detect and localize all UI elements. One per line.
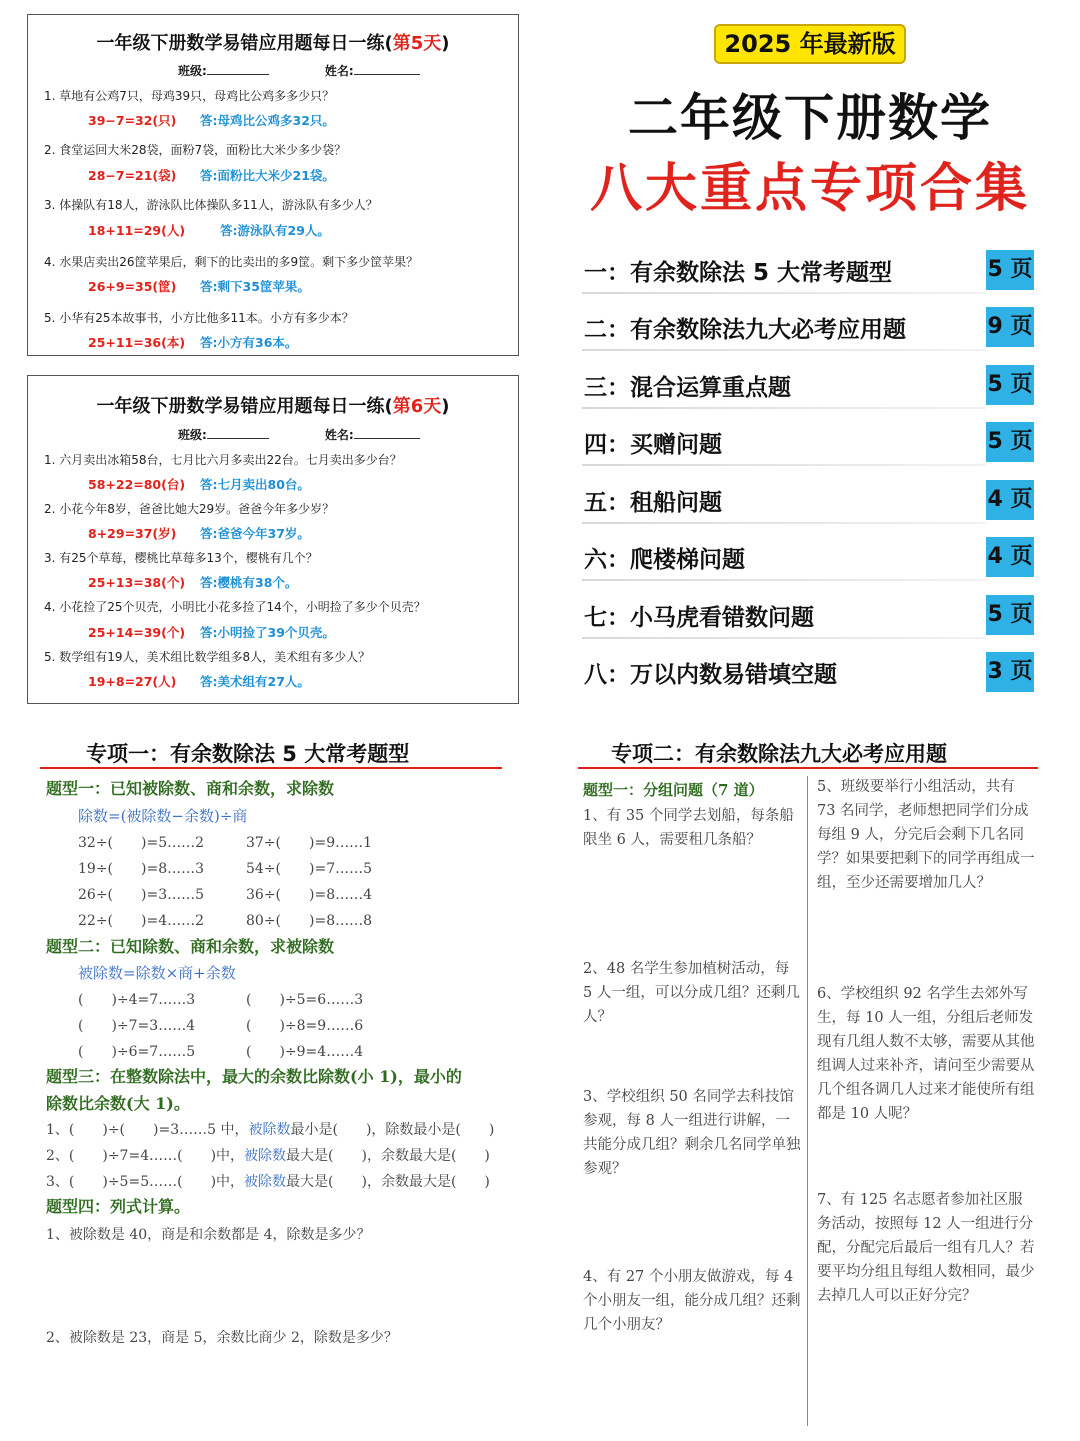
fill-item: 1、( )÷( )=3……5 中，被除数最小是( )，除数最小是( ) [46, 1122, 495, 1138]
exercise: 37÷( )=9……1 [246, 835, 373, 851]
toc-pages: 9 页 [986, 307, 1034, 347]
toc-pages: 3 页 [986, 652, 1034, 692]
section1-title: 专项一：有余数除法 5 大常考题型 [86, 742, 410, 766]
divider [40, 767, 502, 769]
exercise: 22÷( )=4……2 [78, 913, 205, 929]
toc-item[interactable] [582, 595, 1034, 635]
type-heading: 题型一：已知被除数、商和余数，求除数 [46, 779, 335, 798]
exercise: 26÷( )=3……5 [78, 887, 205, 903]
toc-item[interactable] [582, 480, 1034, 520]
toc-label: 六：爬楼梯问题 [584, 547, 745, 573]
toc-item[interactable] [582, 250, 1034, 290]
divider [582, 349, 986, 351]
toc-pages: 5 页 [986, 595, 1034, 635]
equation: 25+11=36(本) [88, 335, 186, 350]
question: 2. 小花今年8岁，爸爸比她大29岁。爸爸今年多少岁？ [44, 502, 335, 516]
column-divider [807, 776, 808, 1426]
problem: 1、被除数是 40，商是和余数都是 4，除数是多少？ [46, 1227, 371, 1243]
main-subtitle: 八大重点专项合集 [590, 159, 1031, 219]
problem: 1、有 35 个同学去划船，每条船限坐 6 人，需要租几条船？ [583, 808, 794, 848]
exercise: 32÷( )=5……2 [78, 835, 205, 851]
toc-pages: 4 页 [986, 480, 1034, 520]
main-title: 二年级下册数学 [628, 89, 992, 147]
type-heading: 除数比余数(大 1)。 [46, 1094, 190, 1113]
question: 3. 体操队有18人，游泳队比体操队多11人，游泳队有多少人？ [44, 198, 378, 212]
question: 4. 小花捡了25个贝壳，小明比小花多捡了14个，小明捡了多少个贝壳？ [44, 600, 426, 614]
equation: 39−7=32(只) [88, 113, 177, 128]
problem: 3、学校组织 50 名同学去科技馆参观，每 8 人一组进行讲解，一共能分成几组？剩余几名同学单独参观？ [583, 1089, 801, 1177]
answer: 答:爸爸今年37岁。 [200, 526, 310, 541]
toc-label: 一：有余数除法 5 大常考题型 [584, 260, 893, 286]
type-heading: 题型二：已知除数、商和余数，求被除数 [46, 937, 335, 956]
exercise: ( )÷5=6……3 [246, 992, 364, 1008]
answer: 答:樱桃有38个。 [200, 575, 298, 590]
toc-label: 七：小马虎看错数问题 [584, 605, 814, 631]
problem: 6、学校组织 92 名学生去郊外写生，每 10 人一组，分组后老师发现有几组人数不太够，需要从其他组调人过来补齐，请问至少需要从几个组各调几人过来才能使所有组都是 10 人呢？ [817, 986, 1035, 1122]
worksheet-meta: 班级: 姓名: [178, 426, 420, 443]
divider [582, 407, 986, 409]
toc-item[interactable] [582, 652, 1034, 692]
question: 4. 水果店卖出26筐苹果后，剩下的比卖出的多9筐。剩下多少筐苹果？ [44, 255, 419, 269]
type-heading: 题型一：分组问题（7 道） [583, 781, 764, 799]
divider [578, 767, 1038, 769]
answer: 答:小明捡了39个贝壳。 [200, 625, 335, 640]
divider [582, 292, 986, 294]
divider [582, 464, 986, 466]
equation: 58+22=80(台) [88, 477, 186, 492]
exercise: ( )÷7=3……4 [78, 1018, 196, 1034]
toc-pages: 4 页 [986, 537, 1034, 577]
toc-label: 八：万以内数易错填空题 [584, 662, 837, 688]
question: 5. 数学组有19人，美术组比数学组多8人，美术组有多少人？ [44, 650, 371, 664]
type-heading: 题型三：在整数除法中，最大的余数比除数(小 1)，最小的 [46, 1067, 462, 1086]
answer: 答:剩下35筐苹果。 [200, 279, 310, 294]
exercise: ( )÷6=7……5 [78, 1044, 196, 1060]
answer: 答:面粉比大米少21袋。 [200, 168, 335, 183]
problem: 5、班级要举行小组活动，共有 73 名同学，老师想把同学们分成每组 9 人，分完后会剩下几名同学？如果要把剩下的同学再组成一组，至少还需要增加几人？ [817, 779, 1035, 891]
exercise: 19÷( )=8……3 [78, 861, 205, 877]
equation: 8+29=37(岁) [88, 526, 177, 541]
type-heading: 题型四：列式计算。 [46, 1197, 191, 1216]
problem: 7、有 125 名志愿者参加社区服务活动，按照每 12 人一组进行分配，分配完后最后一组有几人？若要平均分组且每组人数相同，最少去掉几人可以正好分完？ [817, 1192, 1035, 1304]
fill-item: 3、( )÷5=5……( )中，被除数最大是( )，余数最大是( ) [46, 1174, 490, 1190]
question: 3. 有25个草莓，樱桃比草莓多13个，樱桃有几个？ [44, 551, 318, 565]
toc-item[interactable] [582, 537, 1034, 577]
toc-label: 五：租船问题 [584, 490, 722, 516]
toc-item[interactable] [582, 307, 1034, 347]
toc-item[interactable] [582, 422, 1034, 462]
divider [582, 579, 986, 581]
answer: 答:母鸡比公鸡多32只。 [200, 113, 335, 128]
divider [582, 637, 986, 639]
toc-pages: 5 页 [986, 365, 1034, 405]
equation: 18+11=29(人) [88, 223, 186, 238]
formula: 除数=(被除数−余数)÷商 [78, 807, 248, 825]
exercise: ( )÷9=4……4 [246, 1044, 364, 1060]
equation: 25+14=39(个) [88, 625, 186, 640]
exercise: ( )÷4=7……3 [78, 992, 196, 1008]
toc-item[interactable] [582, 365, 1034, 405]
equation: 25+13=38(个) [88, 575, 186, 590]
question: 5. 小华有25本故事书，小方比他多11本。小方有多少本？ [44, 311, 354, 325]
toc-pages: 5 页 [986, 250, 1034, 290]
worksheet-day5 [27, 14, 519, 356]
question: 1. 六月卖出冰箱58台，七月比六月多卖出22台。七月卖出多少台？ [44, 453, 402, 467]
toc-label: 三：混合运算重点题 [584, 375, 791, 401]
equation: 26+9=35(筐) [88, 279, 177, 294]
worksheet-day6 [27, 375, 519, 704]
exercise: 36÷( )=8……4 [246, 887, 373, 903]
exercise: 54÷( )=7……5 [246, 861, 373, 877]
answer: 答:游泳队有29人。 [220, 223, 330, 238]
toc-pages: 5 页 [986, 422, 1034, 462]
problem: 2、被除数是 23，商是 5，余数比商少 2，除数是多少？ [46, 1330, 398, 1346]
answer: 答:小方有36本。 [200, 335, 298, 350]
exercise: ( )÷8=9……6 [246, 1018, 364, 1034]
edition-badge: 2025 年最新版 [714, 24, 906, 64]
worksheet-title: 一年级下册数学易错应用题每日一练(第5天) [96, 33, 450, 54]
section2-title: 专项二：有余数除法九大必考应用题 [611, 742, 947, 766]
divider [582, 522, 986, 524]
equation: 19+8=27(人) [88, 674, 177, 689]
formula: 被除数=除数×商+余数 [78, 964, 236, 982]
worksheet-meta: 班级: 姓名: [178, 62, 420, 79]
fill-item: 2、( )÷7=4……( )中，被除数最大是( )，余数最大是( ) [46, 1148, 490, 1164]
question: 2. 食堂运回大米28袋，面粉7袋，面粉比大米少多少袋？ [44, 143, 347, 157]
toc-label: 二：有余数除法九大必考应用题 [584, 317, 906, 343]
worksheet-title: 一年级下册数学易错应用题每日一练(第6天) [96, 396, 450, 417]
question: 1. 草地有公鸡7只，母鸡39只，母鸡比公鸡多多少只？ [44, 89, 335, 103]
problem: 2、48 名学生参加植树活动，每 5 人一组，可以分成几组？还剩几人？ [583, 961, 800, 1025]
answer: 答:美术组有27人。 [200, 674, 310, 689]
toc-label: 四：买赠问题 [584, 432, 722, 458]
equation: 28−7=21(袋) [88, 168, 177, 183]
exercise: 80÷( )=8……8 [246, 913, 373, 929]
problem: 4、有 27 个小朋友做游戏，每 4 个小朋友一组，能分成几组？还剩几个小朋友？ [583, 1269, 801, 1333]
answer: 答:七月卖出80台。 [200, 477, 310, 492]
